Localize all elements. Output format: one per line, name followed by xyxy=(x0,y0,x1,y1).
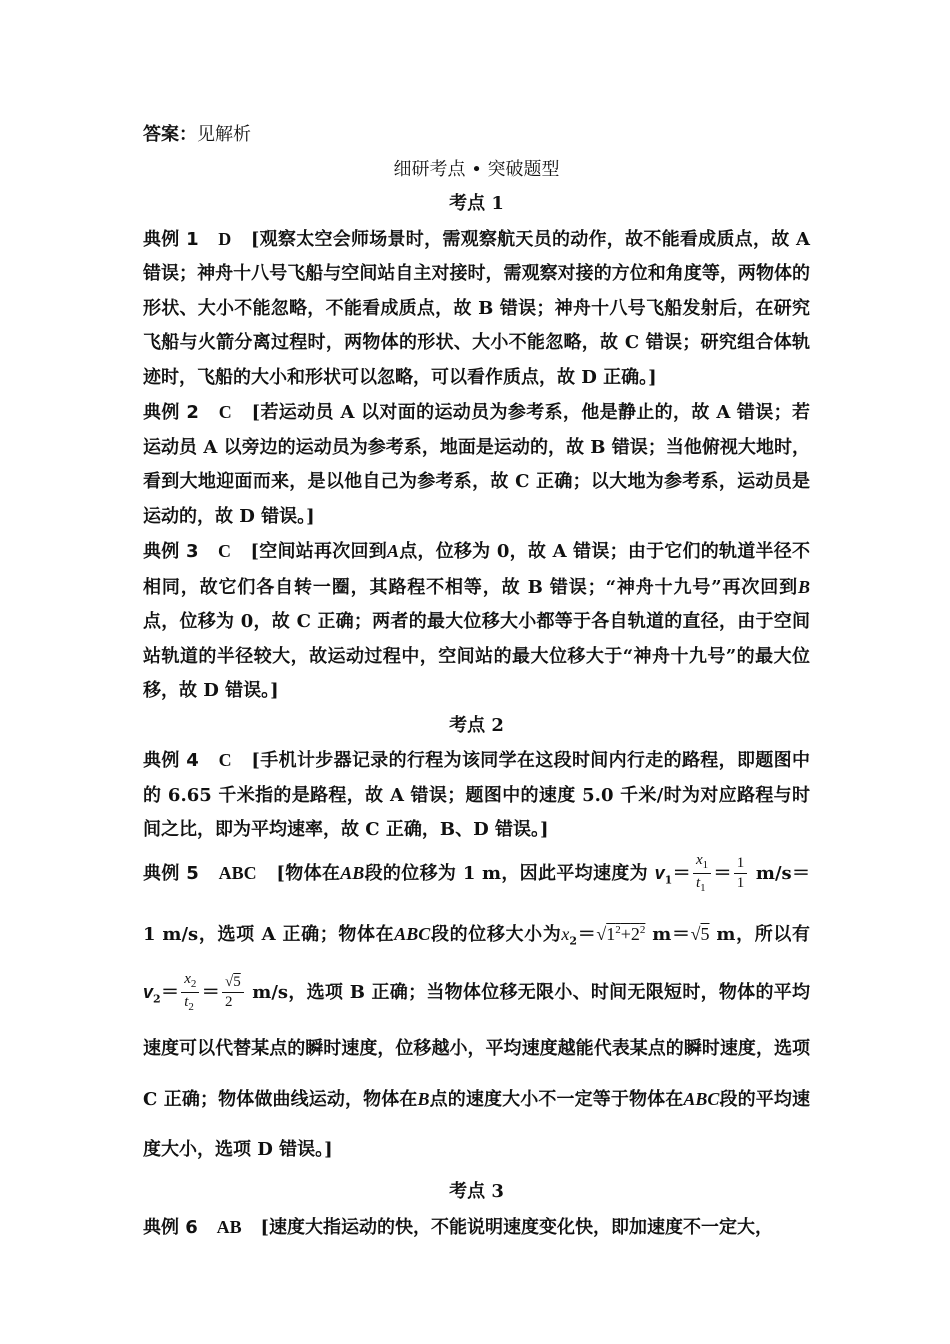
example-5-text-h: 段的平均速度大小，选项 D 错误。] xyxy=(143,1089,811,1161)
example-2 xyxy=(143,395,810,534)
segment-abc-2: ABC xyxy=(683,1089,720,1110)
frac2-t-sub: 2 xyxy=(188,1001,194,1014)
segment-abc: ABC xyxy=(394,924,431,945)
equals-sign-5: ＝ xyxy=(201,981,220,1003)
example-1-label: 典例 1 xyxy=(143,228,199,250)
document-body xyxy=(143,118,810,1245)
example-5-text-g: 点的速度大小不一定等于物体在 xyxy=(429,1089,684,1111)
example-5-text-b: 段的位移为 1 m，因此平均速度为 xyxy=(364,862,648,884)
velocity-symbol: v xyxy=(654,862,665,883)
example-2-answer: C xyxy=(218,402,232,422)
frac3-den: 2 xyxy=(225,994,233,1011)
displacement-subscript: 2 xyxy=(569,934,578,948)
point2-heading: 考点 2 xyxy=(449,714,504,736)
example-6-answer: AB xyxy=(216,1216,242,1237)
radicand-plus: + xyxy=(620,924,631,945)
velocity-subscript: 1 xyxy=(664,873,673,887)
unit-ms: m/s＝ xyxy=(755,862,810,884)
example-6-text: [速度大指运动的快，不能说明速度变化快，即加速度不一定大， xyxy=(260,1216,773,1238)
example-3-text-c: 点，位移为 0，故 C 正确；两者的最大位移大小都等于各自轨道的直径，由于空间站轨道的半径较大，故运动过程中，空间站的最大位移大于“神舟十九号”的最大位移，故 D 错误。] xyxy=(143,611,810,701)
example-3-answer: C xyxy=(218,541,232,561)
example-5-answer: ABC xyxy=(218,862,257,883)
example-3-text-b: 点，位移为 0，故 A 错误；由于它们的轨道半径不相同，故它们各自转一圈，其路程不相等，故 B 错误；“神舟十九号”再次回到 xyxy=(143,541,810,598)
example-5 xyxy=(143,848,810,1176)
sqrt-five-radicand: 5 xyxy=(700,924,710,945)
point-b-symbol-2: B xyxy=(417,1089,430,1110)
frac2-t: t xyxy=(184,994,189,1011)
radicand-sup-2: 2 xyxy=(639,924,646,937)
point-b-symbol: B xyxy=(797,576,810,597)
frac-x-sub: 1 xyxy=(702,859,709,871)
frac-x: x xyxy=(695,852,703,868)
fraction-sqrt5-2: $\frac{√5}{2}$ xyxy=(222,973,244,1012)
radicand-1: 1 xyxy=(606,924,616,945)
frac-one-num: 1 xyxy=(734,854,748,874)
sqrt-five: √5 xyxy=(690,924,710,945)
velocity2-symbol: v xyxy=(143,981,154,1002)
example-5-label: 典例 5 xyxy=(143,862,199,884)
example-1-answer: D xyxy=(218,228,232,249)
radicand-2: 2 xyxy=(630,924,640,945)
example-4-label: 典例 4 xyxy=(143,750,199,771)
example-2-text: [若运动员 A 以对面的运动员为参考系，他是静止的，故 A 错误；若运动员 A 以旁边的运动员为参考系，地面是运动的，故 B 错误；当他俯视大地时，看到大地迎面而来，是以他自己为参考系，故 C 正确；以大地为参考系，运动员是运动的，故 D 错误。] xyxy=(143,402,810,527)
example-3-label: 典例 3 xyxy=(143,541,199,562)
fraction-x1-t1 xyxy=(693,851,711,896)
example-1 xyxy=(143,222,810,396)
point-a-symbol: A xyxy=(386,541,399,561)
example-1-text: [观察太空会师场景时，需观察航天员的动作，故不能看成质点，故 A 错误；神舟十八号飞船与空间站自主对接时，需观察对接的方位和角度等，两物体的形状、大小不能忽略，不能看成质点，故 B 错误；神舟十八号飞船发射后，在研究飞船与火箭分离过程时，两物体的形状、大小不能忽略，故 C 错误；研究组合体轨迹时，飞船的大小和形状可以忽略，可以看作质点，故 D 正确。] xyxy=(143,228,810,388)
equals-sign-2: ＝ xyxy=(713,862,732,884)
velocity2-subscript: 2 xyxy=(153,992,161,1006)
frac2-x: x xyxy=(184,971,191,988)
answer-line xyxy=(143,118,810,153)
example-5-text-d: 段的位移大小为 xyxy=(430,924,562,946)
equals-sign-3: ＝ xyxy=(577,924,597,946)
example-4-answer: C xyxy=(218,750,232,770)
unit-m-equals: m＝ xyxy=(652,924,691,946)
fraction-1-1 xyxy=(734,854,748,893)
point3-heading: 考点 3 xyxy=(449,1181,504,1203)
example-5-text-e: m，所以有 xyxy=(716,924,811,946)
answer-label: 答案： xyxy=(143,124,197,145)
frac-one-den: 1 xyxy=(736,875,745,891)
frac-t-sub: 1 xyxy=(700,882,706,894)
equals-sign: ＝ xyxy=(672,862,691,884)
example-3-text-a: [空间站再次回到 xyxy=(250,541,387,562)
frac-t: t xyxy=(695,875,701,891)
example-6 xyxy=(143,1210,810,1246)
example-5-text-c: 1 m/s，选项 A 正确；物体在 xyxy=(143,924,395,946)
example-4 xyxy=(143,743,810,848)
sqrt-expression: $√1^2+2^2$ xyxy=(596,924,646,945)
fraction-x2-t2 xyxy=(181,970,199,1015)
radicand-sup-1: 2 xyxy=(615,924,621,937)
example-5-text-f: m/s，选项 B 正确；当物体位移无限小、时间无限短时，物体的平均速度可以代替某点的瞬时速度，位移越小，平均速度越能代表某点的瞬时速度，选项 C 正确；物体做曲线运动，物体在 xyxy=(143,981,811,1111)
example-4-text: [手机计步器记录的行程为该同学在这段时间内行走的路程，即题图中的 6.65 千米指的是路程，故 A 错误；题图中的速度 5.0 千米/时为对应路程与时间之比，即为平均速率，故 C 正确，B、D 错误。] xyxy=(143,750,810,840)
example-3 xyxy=(143,534,810,709)
displacement-symbol: x xyxy=(561,924,570,945)
example-2-label: 典例 2 xyxy=(143,402,199,423)
equals-sign-4: ＝ xyxy=(160,981,180,1003)
frac2-x-sub: 2 xyxy=(190,978,197,991)
segment-ab: AB xyxy=(340,862,365,883)
answer-text: 见解析 xyxy=(197,124,251,145)
section-title: 细研考点 • 突破题型 xyxy=(393,158,560,180)
example-6-label: 典例 6 xyxy=(143,1216,198,1238)
example-5-text-a: [物体在 xyxy=(276,862,341,884)
point1-heading: 考点 1 xyxy=(449,193,504,214)
frac3-radicand: 5 xyxy=(233,974,241,991)
